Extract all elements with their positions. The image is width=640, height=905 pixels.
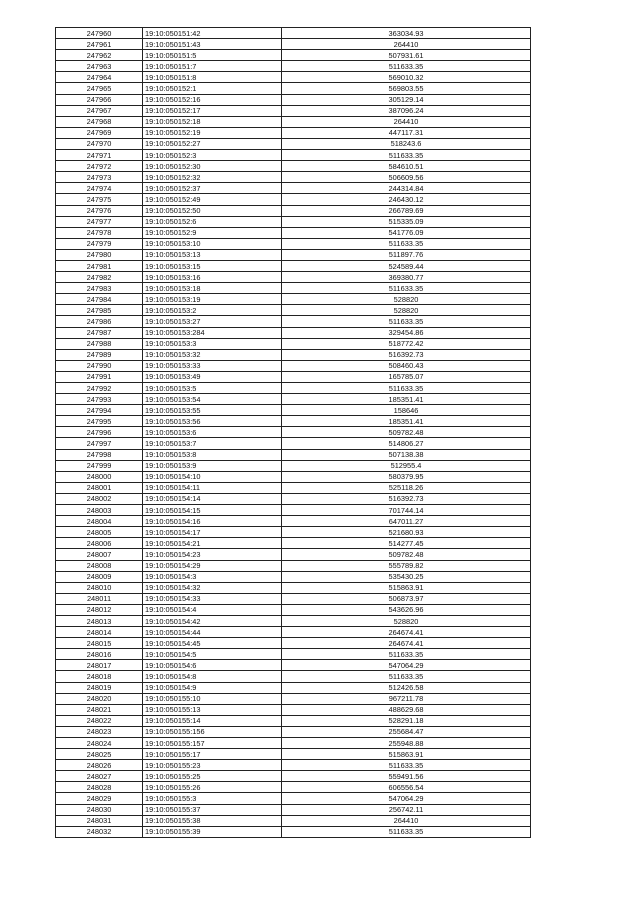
value-cell: 363034.93 [282, 28, 531, 39]
table-row [56, 283, 531, 294]
table-row [56, 516, 531, 527]
cadastral-number-cell: 19:10:050153:16 [143, 272, 282, 283]
value-cell: 369380.77 [282, 272, 531, 283]
value-cell: 514277.45 [282, 538, 531, 549]
value-cell: 701744.14 [282, 505, 531, 516]
cadastral-number-cell: 19:10:050153:33 [143, 360, 282, 371]
cadastral-number-cell: 19:10:050154:17 [143, 527, 282, 538]
row-number-cell: 247973 [56, 172, 143, 183]
table-row [56, 815, 531, 826]
table-row [56, 615, 531, 626]
table-row [56, 738, 531, 749]
row-number-cell: 247975 [56, 194, 143, 205]
row-number-cell: 248029 [56, 793, 143, 804]
cadastral-number-cell: 19:10:050152:17 [143, 105, 282, 116]
row-number-cell: 247970 [56, 138, 143, 149]
table-row [56, 527, 531, 538]
cadastral-number-cell: 19:10:050155:25 [143, 771, 282, 782]
cadastral-number-cell: 19:10:050153:8 [143, 449, 282, 460]
table-row [56, 61, 531, 72]
row-number-cell: 248022 [56, 715, 143, 726]
cadastral-number-cell: 19:10:050153:6 [143, 427, 282, 438]
value-cell: 185351.41 [282, 416, 531, 427]
row-number-cell: 247980 [56, 249, 143, 260]
cadastral-number-cell: 19:10:050153:284 [143, 327, 282, 338]
table-row [56, 793, 531, 804]
value-cell: 165785.07 [282, 371, 531, 382]
value-cell: 606556.54 [282, 782, 531, 793]
value-cell: 264410 [282, 116, 531, 127]
cadastral-number-cell: 19:10:050153:15 [143, 260, 282, 271]
row-number-cell: 247964 [56, 72, 143, 83]
row-number-cell: 247999 [56, 460, 143, 471]
table-row [56, 593, 531, 604]
table-row [56, 671, 531, 682]
table-row [56, 704, 531, 715]
value-cell: 244314.84 [282, 183, 531, 194]
row-number-cell: 248006 [56, 538, 143, 549]
cadastral-number-cell: 19:10:050155:38 [143, 815, 282, 826]
value-cell: 511633.35 [282, 649, 531, 660]
value-cell: 967211.78 [282, 693, 531, 704]
value-cell: 329454.86 [282, 327, 531, 338]
cadastral-number-cell: 19:10:050152:49 [143, 194, 282, 205]
table-row [56, 227, 531, 238]
cadastral-number-cell: 19:10:050154:29 [143, 560, 282, 571]
cadastral-number-cell: 19:10:050154:44 [143, 627, 282, 638]
cadastral-number-cell: 19:10:050154:4 [143, 604, 282, 615]
row-number-cell: 247997 [56, 438, 143, 449]
table-row [56, 83, 531, 94]
cadastral-number-cell: 19:10:050153:7 [143, 438, 282, 449]
table-row [56, 782, 531, 793]
table-row [56, 205, 531, 216]
row-number-cell: 248031 [56, 815, 143, 826]
table-row [56, 749, 531, 760]
value-cell: 507138.38 [282, 449, 531, 460]
row-number-cell: 247971 [56, 150, 143, 161]
row-number-cell: 248017 [56, 660, 143, 671]
cadastral-number-cell: 19:10:050151:42 [143, 28, 282, 39]
row-number-cell: 248030 [56, 804, 143, 815]
cadastral-number-cell: 19:10:050154:3 [143, 571, 282, 582]
table-row [56, 183, 531, 194]
value-cell: 447117.31 [282, 127, 531, 138]
cadastral-number-cell: 19:10:050153:49 [143, 371, 282, 382]
row-number-cell: 247987 [56, 327, 143, 338]
cadastral-number-cell: 19:10:050155:14 [143, 715, 282, 726]
table-row [56, 260, 531, 271]
table-row [56, 305, 531, 316]
cadastral-number-cell: 19:10:050153:56 [143, 416, 282, 427]
cadastral-number-cell: 19:10:050153:2 [143, 305, 282, 316]
table-row [56, 127, 531, 138]
cadastral-number-cell: 19:10:050151:8 [143, 72, 282, 83]
value-cell: 511633.35 [282, 283, 531, 294]
table-row [56, 327, 531, 338]
row-number-cell: 247990 [56, 360, 143, 371]
table-row [56, 94, 531, 105]
row-number-cell: 248028 [56, 782, 143, 793]
table-row [56, 804, 531, 815]
table-row [56, 39, 531, 50]
value-cell: 515863.91 [282, 749, 531, 760]
cadastral-number-cell: 19:10:050155:3 [143, 793, 282, 804]
cadastral-number-cell: 19:10:050151:7 [143, 61, 282, 72]
value-cell: 264674.41 [282, 627, 531, 638]
row-number-cell: 248010 [56, 582, 143, 593]
table-row [56, 460, 531, 471]
table-row [56, 50, 531, 61]
cadastral-number-cell: 19:10:050155:10 [143, 693, 282, 704]
table-row [56, 438, 531, 449]
value-cell: 524589.44 [282, 260, 531, 271]
cadastral-number-cell: 19:10:050154:14 [143, 493, 282, 504]
cadastral-number-cell: 19:10:050154:10 [143, 471, 282, 482]
table-row [56, 161, 531, 172]
row-number-cell: 247984 [56, 294, 143, 305]
cadastral-number-cell: 19:10:050154:11 [143, 482, 282, 493]
cadastral-number-cell: 19:10:050153:32 [143, 349, 282, 360]
table-row [56, 394, 531, 405]
row-number-cell: 248000 [56, 471, 143, 482]
value-cell: 506873.97 [282, 593, 531, 604]
row-number-cell: 247976 [56, 205, 143, 216]
table-row [56, 338, 531, 349]
table-row [56, 715, 531, 726]
row-number-cell: 247969 [56, 127, 143, 138]
table-row [56, 249, 531, 260]
table-row [56, 150, 531, 161]
value-cell: 521680.93 [282, 527, 531, 538]
value-cell: 518243.6 [282, 138, 531, 149]
table-row [56, 638, 531, 649]
table-row [56, 360, 531, 371]
table-row [56, 72, 531, 83]
value-cell: 525118.26 [282, 482, 531, 493]
table-row [56, 582, 531, 593]
cadastral-number-cell: 19:10:050154:16 [143, 516, 282, 527]
row-number-cell: 247963 [56, 61, 143, 72]
value-cell: 512955.4 [282, 460, 531, 471]
value-cell: 535430.25 [282, 571, 531, 582]
row-number-cell: 247977 [56, 216, 143, 227]
value-cell: 511633.35 [282, 671, 531, 682]
table-row [56, 482, 531, 493]
table-row [56, 194, 531, 205]
value-cell: 547064.29 [282, 660, 531, 671]
row-number-cell: 247979 [56, 238, 143, 249]
cadastral-number-cell: 19:10:050154:23 [143, 549, 282, 560]
row-number-cell: 247991 [56, 371, 143, 382]
value-cell: 511633.35 [282, 61, 531, 72]
cadastral-number-cell: 19:10:050153:27 [143, 316, 282, 327]
row-number-cell: 248027 [56, 771, 143, 782]
row-number-cell: 247994 [56, 405, 143, 416]
value-cell: 516392.73 [282, 493, 531, 504]
row-number-cell: 248015 [56, 638, 143, 649]
table-row [56, 105, 531, 116]
row-number-cell: 247965 [56, 83, 143, 94]
table-row [56, 272, 531, 283]
cadastral-number-cell: 19:10:050152:19 [143, 127, 282, 138]
cadastral-value-table [55, 27, 531, 838]
table-row [56, 294, 531, 305]
table-row [56, 549, 531, 560]
row-number-cell: 247983 [56, 283, 143, 294]
table-row [56, 371, 531, 382]
cadastral-number-cell: 19:10:050153:3 [143, 338, 282, 349]
table-row [56, 116, 531, 127]
cadastral-number-cell: 19:10:050152:30 [143, 161, 282, 172]
value-cell: 518772.42 [282, 338, 531, 349]
row-number-cell: 248018 [56, 671, 143, 682]
table-row [56, 660, 531, 671]
table-row [56, 826, 531, 837]
cadastral-number-cell: 19:10:050152:37 [143, 183, 282, 194]
value-cell: 158646 [282, 405, 531, 416]
row-number-cell: 247982 [56, 272, 143, 283]
row-number-cell: 247988 [56, 338, 143, 349]
table-row [56, 693, 531, 704]
value-cell: 488629.68 [282, 704, 531, 715]
row-number-cell: 248002 [56, 493, 143, 504]
table-row [56, 682, 531, 693]
table-row [56, 471, 531, 482]
table-row [56, 449, 531, 460]
row-number-cell: 248007 [56, 549, 143, 560]
cadastral-number-cell: 19:10:050155:37 [143, 804, 282, 815]
row-number-cell: 248013 [56, 615, 143, 626]
row-number-cell: 248014 [56, 627, 143, 638]
cadastral-number-cell: 19:10:050152:16 [143, 94, 282, 105]
table-row [56, 28, 531, 39]
row-number-cell: 248009 [56, 571, 143, 582]
value-cell: 507931.61 [282, 50, 531, 61]
value-cell: 559491.56 [282, 771, 531, 782]
row-number-cell: 248020 [56, 693, 143, 704]
cadastral-number-cell: 19:10:050152:32 [143, 172, 282, 183]
row-number-cell: 247972 [56, 161, 143, 172]
value-cell: 516392.73 [282, 349, 531, 360]
value-cell: 508460.43 [282, 360, 531, 371]
value-cell: 528820 [282, 305, 531, 316]
row-number-cell: 247996 [56, 427, 143, 438]
value-cell: 555789.82 [282, 560, 531, 571]
row-number-cell: 247986 [56, 316, 143, 327]
row-number-cell: 248016 [56, 649, 143, 660]
table-row [56, 316, 531, 327]
table-row [56, 238, 531, 249]
cadastral-number-cell: 19:10:050155:13 [143, 704, 282, 715]
row-number-cell: 247989 [56, 349, 143, 360]
value-cell: 541776.09 [282, 227, 531, 238]
value-cell: 584610.51 [282, 161, 531, 172]
row-number-cell: 248011 [56, 593, 143, 604]
value-cell: 569803.55 [282, 83, 531, 94]
row-number-cell: 247985 [56, 305, 143, 316]
row-number-cell: 247968 [56, 116, 143, 127]
row-number-cell: 247998 [56, 449, 143, 460]
row-number-cell: 248023 [56, 726, 143, 737]
table-row [56, 627, 531, 638]
table-row [56, 216, 531, 227]
row-number-cell: 247967 [56, 105, 143, 116]
value-cell: 509782.48 [282, 549, 531, 560]
cadastral-number-cell: 19:10:050152:6 [143, 216, 282, 227]
table-row [56, 726, 531, 737]
value-cell: 647011.27 [282, 516, 531, 527]
row-number-cell: 247974 [56, 183, 143, 194]
table-row [56, 571, 531, 582]
table-row [56, 416, 531, 427]
table-row [56, 538, 531, 549]
row-number-cell: 248004 [56, 516, 143, 527]
cadastral-number-cell: 19:10:050155:23 [143, 760, 282, 771]
row-number-cell: 247960 [56, 28, 143, 39]
value-cell: 512426.58 [282, 682, 531, 693]
table-row [56, 349, 531, 360]
value-cell: 256742.11 [282, 804, 531, 815]
table-row [56, 604, 531, 615]
cadastral-number-cell: 19:10:050153:55 [143, 405, 282, 416]
row-number-cell: 247995 [56, 416, 143, 427]
value-cell: 543626.96 [282, 604, 531, 615]
value-cell: 514806.27 [282, 438, 531, 449]
value-cell: 506609.56 [282, 172, 531, 183]
row-number-cell: 247993 [56, 394, 143, 405]
value-cell: 264674.41 [282, 638, 531, 649]
cadastral-number-cell: 19:10:050154:42 [143, 615, 282, 626]
table-row [56, 493, 531, 504]
value-cell: 511633.35 [282, 316, 531, 327]
value-cell: 264410 [282, 815, 531, 826]
cadastral-number-cell: 19:10:050154:45 [143, 638, 282, 649]
row-number-cell: 248025 [56, 749, 143, 760]
table-row [56, 560, 531, 571]
cadastral-number-cell: 19:10:050152:50 [143, 205, 282, 216]
value-cell: 246430.12 [282, 194, 531, 205]
value-cell: 515335.09 [282, 216, 531, 227]
cadastral-number-cell: 19:10:050154:8 [143, 671, 282, 682]
cadastral-number-cell: 19:10:050154:15 [143, 505, 282, 516]
cadastral-number-cell: 19:10:050151:43 [143, 39, 282, 50]
cadastral-number-cell: 19:10:050152:18 [143, 116, 282, 127]
value-cell: 511897.76 [282, 249, 531, 260]
cadastral-number-cell: 19:10:050155:26 [143, 782, 282, 793]
row-number-cell: 247961 [56, 39, 143, 50]
cadastral-number-cell: 19:10:050154:21 [143, 538, 282, 549]
table-row [56, 505, 531, 516]
value-cell: 185351.41 [282, 394, 531, 405]
cadastral-number-cell: 19:10:050155:157 [143, 738, 282, 749]
cadastral-number-cell: 19:10:050153:9 [143, 460, 282, 471]
row-number-cell: 248021 [56, 704, 143, 715]
cadastral-number-cell: 19:10:050152:27 [143, 138, 282, 149]
cadastral-number-cell: 19:10:050155:156 [143, 726, 282, 737]
table-row [56, 405, 531, 416]
value-cell: 511633.35 [282, 826, 531, 837]
table-row [56, 427, 531, 438]
value-cell: 511633.35 [282, 760, 531, 771]
value-cell: 266789.69 [282, 205, 531, 216]
row-number-cell: 247992 [56, 383, 143, 394]
cadastral-number-cell: 19:10:050154:32 [143, 582, 282, 593]
cadastral-number-cell: 19:10:050155:39 [143, 826, 282, 837]
value-cell: 255684.47 [282, 726, 531, 737]
row-number-cell: 248001 [56, 482, 143, 493]
cadastral-number-cell: 19:10:050153:18 [143, 283, 282, 294]
row-number-cell: 248024 [56, 738, 143, 749]
value-cell: 528820 [282, 294, 531, 305]
table-row [56, 760, 531, 771]
row-number-cell: 248003 [56, 505, 143, 516]
cadastral-number-cell: 19:10:050152:9 [143, 227, 282, 238]
row-number-cell: 248032 [56, 826, 143, 837]
value-cell: 264410 [282, 39, 531, 50]
value-cell: 387096.24 [282, 105, 531, 116]
table-body [56, 28, 531, 838]
row-number-cell: 248008 [56, 560, 143, 571]
value-cell: 569010.32 [282, 72, 531, 83]
cadastral-number-cell: 19:10:050155:17 [143, 749, 282, 760]
cadastral-number-cell: 19:10:050153:19 [143, 294, 282, 305]
value-cell: 509782.48 [282, 427, 531, 438]
row-number-cell: 247981 [56, 260, 143, 271]
table-row [56, 649, 531, 660]
cadastral-number-cell: 19:10:050154:33 [143, 593, 282, 604]
row-number-cell: 247966 [56, 94, 143, 105]
row-number-cell: 248019 [56, 682, 143, 693]
cadastral-number-cell: 19:10:050152:1 [143, 83, 282, 94]
cadastral-number-cell: 19:10:050152:3 [143, 150, 282, 161]
cadastral-number-cell: 19:10:050151:5 [143, 50, 282, 61]
value-cell: 515863.91 [282, 582, 531, 593]
value-cell: 547064.29 [282, 793, 531, 804]
value-cell: 528291.18 [282, 715, 531, 726]
row-number-cell: 248026 [56, 760, 143, 771]
value-cell: 511633.35 [282, 238, 531, 249]
table-row [56, 172, 531, 183]
cadastral-number-cell: 19:10:050154:6 [143, 660, 282, 671]
table-row [56, 383, 531, 394]
table-row [56, 771, 531, 782]
cadastral-number-cell: 19:10:050154:9 [143, 682, 282, 693]
row-number-cell: 247978 [56, 227, 143, 238]
row-number-cell: 248012 [56, 604, 143, 615]
value-cell: 511633.35 [282, 150, 531, 161]
cadastral-number-cell: 19:10:050153:10 [143, 238, 282, 249]
cadastral-number-cell: 19:10:050153:54 [143, 394, 282, 405]
value-cell: 305129.14 [282, 94, 531, 105]
row-number-cell: 247962 [56, 50, 143, 61]
value-cell: 580379.95 [282, 471, 531, 482]
value-cell: 511633.35 [282, 383, 531, 394]
cadastral-number-cell: 19:10:050154:5 [143, 649, 282, 660]
cadastral-number-cell: 19:10:050153:13 [143, 249, 282, 260]
value-cell: 255948.88 [282, 738, 531, 749]
table-row [56, 138, 531, 149]
cadastral-number-cell: 19:10:050153:5 [143, 383, 282, 394]
row-number-cell: 248005 [56, 527, 143, 538]
value-cell: 528820 [282, 615, 531, 626]
